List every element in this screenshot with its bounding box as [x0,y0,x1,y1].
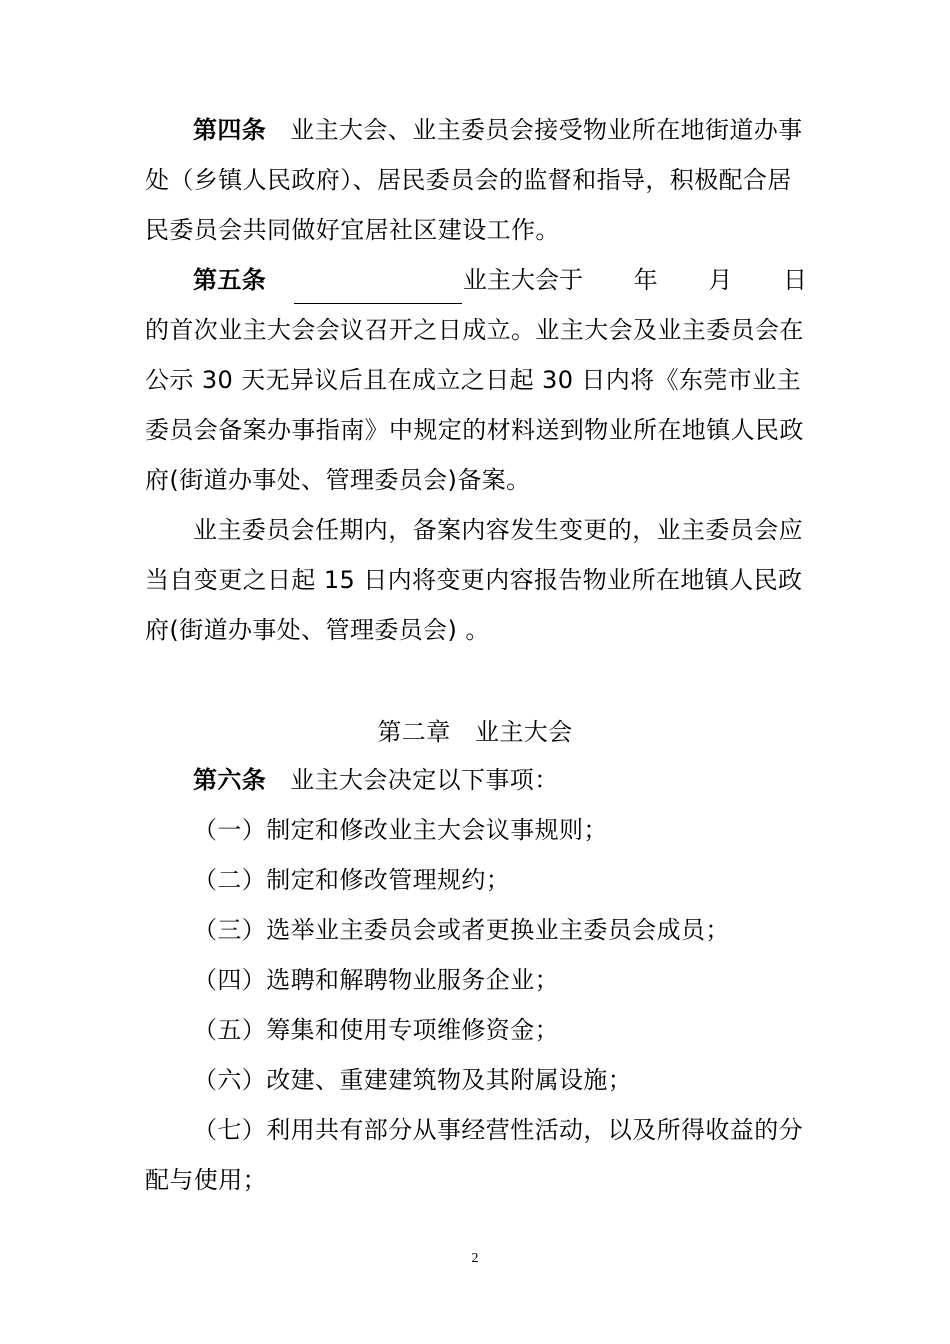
article5-line5: 府(街道办事处、管理委员会)备案。 [145,466,531,494]
article6-title: 第六条 [193,766,267,794]
article6-intro: 业主大会决定以下事项： [290,766,559,794]
list-item: （二）制定和修改管理规约； [193,866,511,894]
article5-line2: 的首次业主大会会议召开之日成立。业主大会及业主委员会在 [145,316,804,344]
article5-month: 月 [708,266,733,294]
article5-title-line [193,265,266,295]
article5-day: 日 [782,266,807,294]
article4-line2: 处（乡镇人民政府）、居民委员会的监督和指导，积极配合居 [145,166,792,194]
article5-title: 第五条 [193,266,267,294]
article4-line3: 民委员会共同做好宜居社区建设工作。 [145,216,560,244]
change-paragraph-line1: 业主委员会任期内，备案内容发生变更的，业主委员会应 [193,516,803,544]
article5-line4: 委员会备案办事指南》中规定的材料送到物业所在地镇人民政 [145,416,804,444]
list-item: （六）改建、重建建筑物及其附属设施； [193,1066,633,1094]
list-item: （七）利用共有部分从事经营性活动，以及所得收益的分 [193,1116,803,1144]
article5-text-a: 业主大会于 [463,266,583,294]
page-number: 2 [471,1251,479,1266]
change-paragraph-line2: 当自变更之日起 15 日内将变更内容报告物业所在地镇人民政 [145,566,803,594]
chapter-heading: 第二章 业主大会 [377,718,573,746]
article5-line1-text [463,265,807,295]
article6-line1 [193,765,807,795]
article4-text1: 业主大会、业主委员会接受物业所在地街道办事 [290,116,803,144]
list-item: （四）选聘和解聘物业服务企业； [193,966,559,994]
change-paragraph-line3: 府(街道办事处、管理委员会) 。 [145,616,490,644]
article4-line1 [193,115,807,145]
list-item-continuation: 配与使用； [145,1166,267,1194]
list-item: （一）制定和修改业主大会议事规则； [193,816,608,844]
list-item: （三）选举业主委员会或者更换业主委员会成员； [193,916,730,944]
list-item: （五）筹集和使用专项维修资金； [193,1016,559,1044]
article4-title: 第四条 [193,116,267,144]
article5-year: 年 [633,266,658,294]
article5-line3: 公示 30 天无异议后且在成立之日起 30 日内将《东莞市业主 [145,366,801,394]
article5-blank-field [294,303,462,304]
